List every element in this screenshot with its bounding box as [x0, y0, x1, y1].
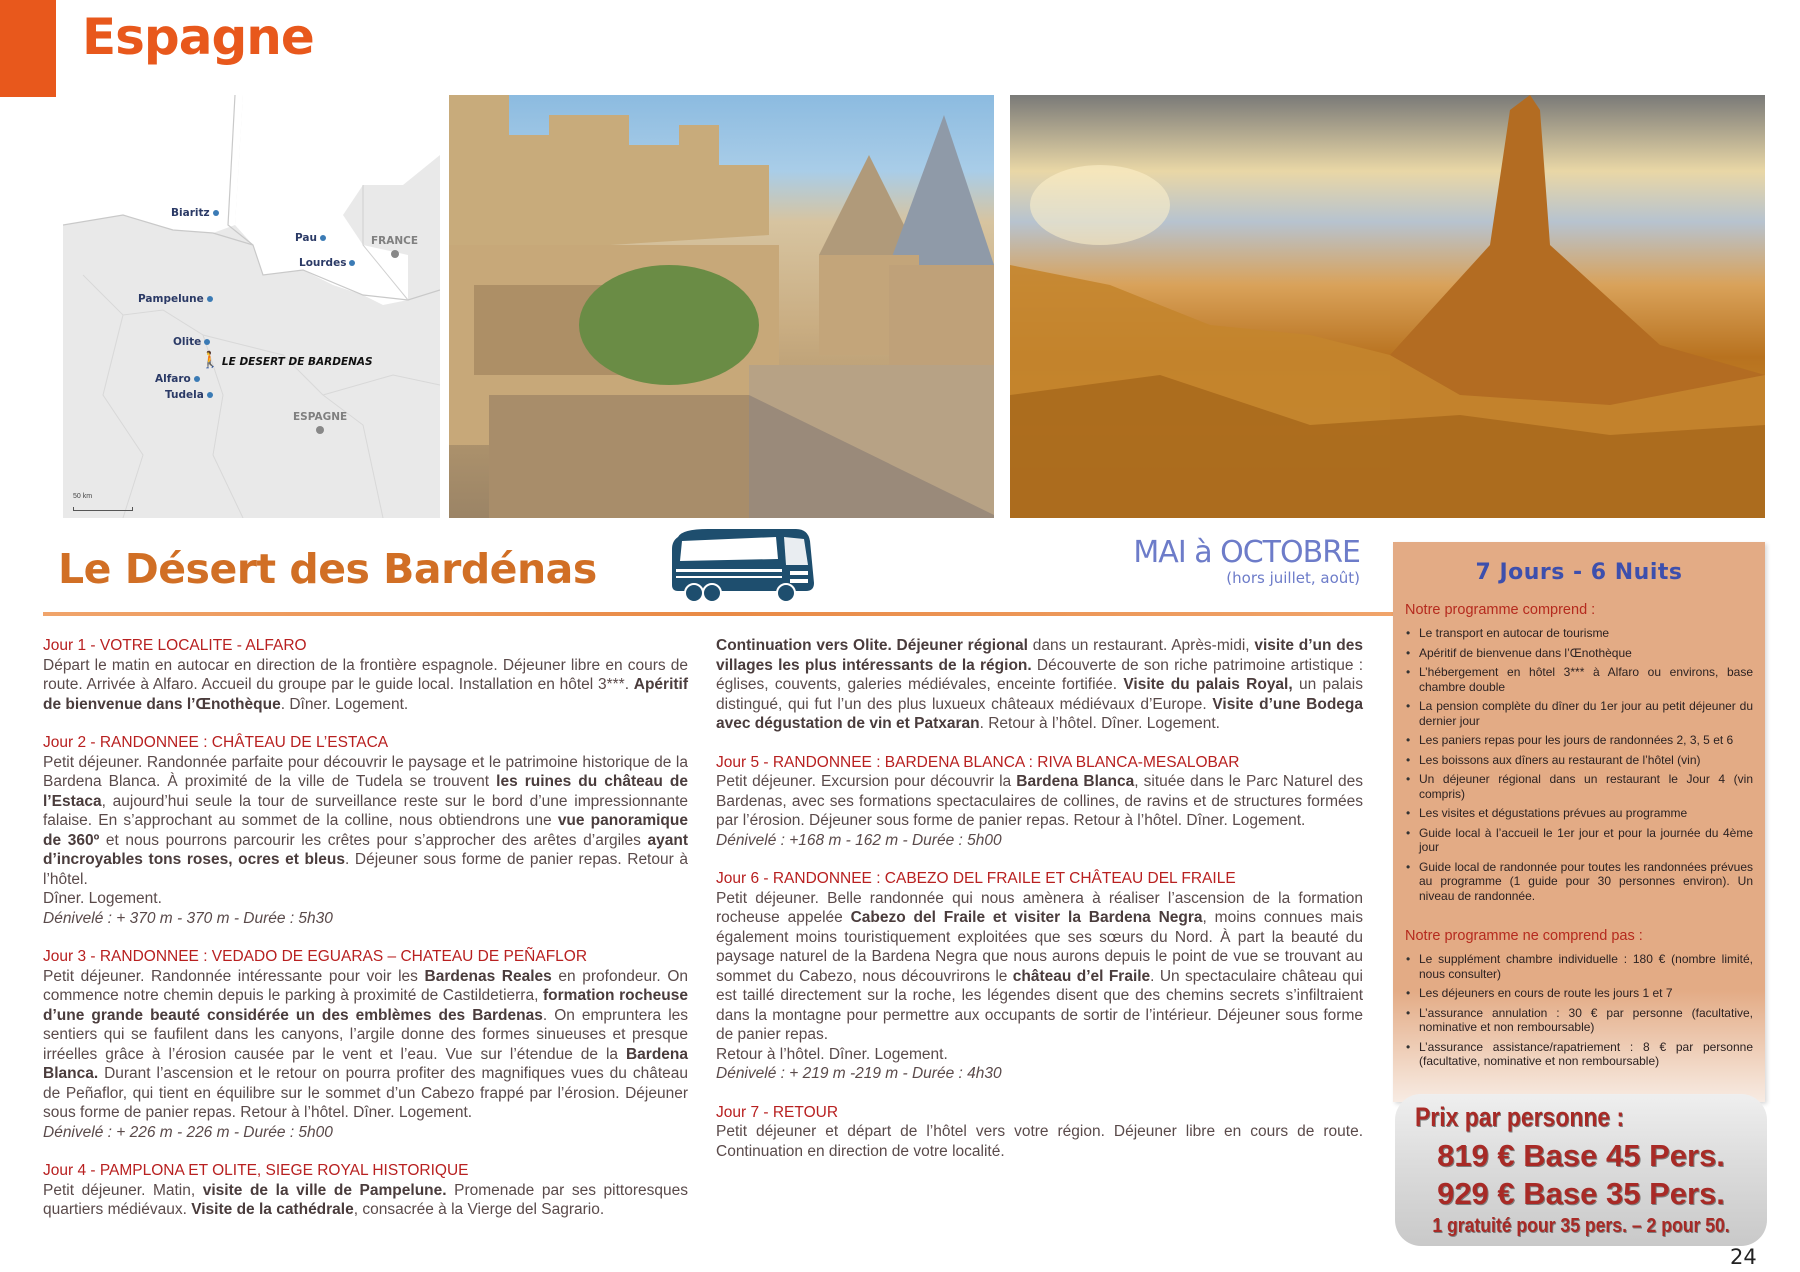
day-title: Jour 2 - RANDONNEE : CHÂTEAU DE L’ESTACA: [43, 734, 389, 751]
title-divider: [43, 612, 1393, 616]
day-block: [716, 869, 1363, 1084]
excluded-list: [1405, 952, 1753, 1069]
day-description: Continuation vers Olite. Déjeuner régional dans un restaurant. Après-midi, visite d’un des villages les plus intéressants de la région. Découverte de son riche patrimoine artistique : églises, couvents, galeries médiévales, enceinte fortifiée. Visite du palais Royal, un palais distingué, qui fut l’un des plus luxueux châteaux médiévaux d’Europe. Visite d’une Bodega avec dégustation de vin et Patxaran. Retour à l’hôtel. Dîner. Logement.: [716, 637, 1364, 732]
day-description: Petit déjeuner et départ de l’hôtel vers votre région. Déjeuner libre en cours de route. Continuation en direction de votre localité.: [716, 1123, 1363, 1160]
price-base-35: 929 € Base 35 Pers.: [1437, 1176, 1725, 1211]
map-city-pampelune: Pampelune: [138, 293, 213, 305]
included-section: [1405, 602, 1753, 908]
program-sidebar: [1393, 542, 1765, 1102]
castle-illustration: [449, 95, 994, 518]
price-base-45: 819 € Base 45 Pers.: [1437, 1138, 1725, 1173]
map-highlight-destination: 🚶 LE DESERT DE BARDENAS: [200, 350, 373, 369]
day-description: Petit déjeuner. Excursion pour découvrir la Bardena Blanca, située dans le Parc Naturel des Bardenas, avec ses formations spectaculaires de collines, de ravins et de structures formées par l’érosion. Déjeuner sous forme de panier repas. Retour à l’hôtel. Dîner. Logement.: [716, 773, 1363, 829]
day-block: [716, 753, 1363, 851]
day-description: Petit déjeuner. Matin, visite de la ville de Pampelune. Promenade par ses pittoresques quartiers médiévaux. Visite de la cathédrale, consacrée à la Vierge del Sagrario.: [43, 1181, 688, 1218]
day-elevation-duration: Dénivelé : + 226 m - 226 m - Durée : 5h00: [43, 1123, 333, 1141]
map-city-olite: Olite: [173, 336, 210, 348]
day-description: Petit déjeuner. Randonnée parfaite pour découvrir le paysage et le patrimoine historique de la Bardena Blanca. À proximité de la ville de Tudela se trouvent les ruines du château de l’Estaca, aujourd’hui seule la tour de surveillance reste sur le bord d’une impressionnante falaise. En s’approchant au sommet de la colline, nous obtiendrons une vue panoramique de 360º et nous pourrons parcourir les crêtes pour s’approcher des arêtes d’argiles ayant d’incroyables tons roses, ocres et bleus. Déjeuner sous forme de panier repas. Retour à l’hôtel. Dîner. Logement.: [43, 753, 689, 907]
price-box: [1395, 1094, 1767, 1246]
day-title: Jour 4 - PAMPLONA ET OLITE, SIEGE ROYAL HISTORIQUE: [43, 1162, 469, 1179]
program-list-item: • L’hébergement en hôtel 3*** à Alfaro ou environs, base chambre double: [1405, 665, 1753, 694]
program-list-item: • Les boissons aux dîners au restaurant de l’hôtel (vin): [1405, 753, 1753, 768]
itinerary-column-left: [43, 636, 688, 1239]
region-map: [63, 95, 440, 518]
day-description: Petit déjeuner. Belle randonnée qui nous amènera à réaliser l’ascension de la formation rocheuse appelée Cabezo del Fraile et visiter la Bardena Negra, moins connues mais également moins touristiquement exploitées que ses sœurs du Nord. À part la beauté du paysage naturel de la Bardena Negra que nous aurons depuis le point de vue se trouvant au sommet du Cabezo, nous découvrirons le château d’el Fraile. Un spectaculaire château qui est taillé directement sur la roche, les légendes disent que des chemins secrets s’infiltraient dans la montagne pour permettre aux occupants de sortir de l’intérieur. Déjeuner sous forme de panier repas. Retour à l’hôtel. Dîner. Logement.: [716, 889, 1363, 1063]
header-color-block: [0, 0, 56, 97]
map-city-alfaro: Alfaro: [155, 373, 200, 385]
free-places-note: 1 gratuité pour 35 pers. – 2 pour 50.: [1432, 1215, 1730, 1237]
map-country-espagne: ESPAGNE: [293, 411, 347, 435]
season-exclusions: (hors juillet, août): [1226, 569, 1360, 587]
season-months: MAI à OCTOBRE: [1133, 535, 1360, 570]
map-city-lourdes: Lourdes: [299, 257, 355, 269]
program-list-item: • L’assurance assistance/rapatriement : 8 € par personne (facultative, nominative et non remboursable): [1405, 1040, 1753, 1069]
day-description: Petit déjeuner. Randonnée intéressante pour voir les Bardenas Reales en profondeur. On commence notre chemin depuis le parking à proximité de Castildetierra, formation rocheuse d’une grande beauté considérée un des emblèmes des Bardenas. On empruntera les sentiers qui se faufilent dans les canyons, l’argile donne des formes sinueuses et presque irréelles grâce à l’érosion causée par le vent et l’eau. Vue sur l’étendue de la Bardena Blanca. Durant l’ascension et le retour on pourra profiter des magnifiques vues du château de Peñaflor, qui tient en équilibre sur le sommet d’un Cabezo frappé par l’érosion. Déjeuner sous forme de panier repas. Retour à l’hôtel. Dîner. Logement.: [43, 967, 689, 1121]
program-list-item: • Les visites et dégustations prévues au programme: [1405, 806, 1753, 821]
photo-bardenas-desert: [1010, 95, 1765, 518]
page-number: 24: [1730, 1245, 1757, 1269]
program-list-item: • La pension complète du dîner du 1er jour au petit déjeuner du dernier jour: [1405, 699, 1753, 728]
itinerary-column-middle: [716, 636, 1363, 1180]
day-elevation-duration: Dénivelé : + 370 m - 370 m - Durée : 5h30: [43, 909, 333, 927]
day-block: [716, 636, 1363, 734]
day-description: Départ le matin en autocar en direction de la frontière espagnole. Déjeuner libre en cours de route. Arrivée à Alfaro. Accueil du groupe par le guide local. Installation en hôtel 3***. Apéritif de bienvenue dans l’Œnothèque. Dîner. Logement.: [43, 656, 688, 713]
day-title: Jour 6 - RANDONNEE : CABEZO DEL FRAILE ET CHÂTEAU DEL FRAILE: [716, 870, 1236, 887]
trip-duration: 7 Jours - 6 Nuits: [1475, 560, 1683, 585]
included-title: Notre programme comprend :: [1405, 602, 1596, 618]
hiker-icon: 🚶: [200, 350, 220, 369]
day-title: Jour 7 - RETOUR: [716, 1103, 839, 1121]
map-scale-label: 50 km: [73, 493, 93, 500]
day-block: [43, 1161, 688, 1220]
price-label: Prix par personne :: [1415, 1102, 1625, 1132]
program-list-item: • Le supplément chambre individuelle : 180 € (nombre limité, nous consulter): [1405, 952, 1753, 981]
day-block: [43, 636, 688, 714]
map-scale-bar: [73, 507, 133, 511]
day-title: Jour 3 - RANDONNEE : VEDADO DE EGUARAS – CHATEAU DE PEÑAFLOR: [43, 948, 588, 965]
day-title: Jour 5 - RANDONNEE : BARDENA BLANCA : RIVA BLANCA-MESALOBAR: [716, 753, 1240, 771]
photo-olite-castle: [449, 95, 994, 518]
program-list-item: • Le transport en autocar de tourisme: [1405, 626, 1753, 641]
season-info: [1050, 536, 1360, 586]
program-list-item: • L’assurance annulation : 30 € par personne (facultative, nominative et non remboursable): [1405, 1006, 1753, 1035]
excluded-section: [1405, 928, 1753, 1074]
map-borders: [63, 95, 440, 518]
day-elevation-duration: Dénivelé : + 219 m -219 m - Durée : 4h30: [716, 1065, 1002, 1082]
program-list-item: • Les paniers repas pour les jours de randonnées 2, 3, 5 et 6: [1405, 733, 1753, 748]
program-list-item: • Apéritif de bienvenue dans l’Œnothèque: [1405, 646, 1753, 661]
excluded-title: Notre programme ne comprend pas :: [1405, 928, 1643, 944]
day-title: Jour 1 - VOTRE LOCALITE - ALFARO: [43, 637, 307, 654]
program-list-item: • Un déjeuner régional dans un restaurant le Jour 4 (vin compris): [1405, 772, 1753, 801]
tour-title: Le Désert des Bardénas: [58, 545, 597, 593]
included-list: [1405, 626, 1753, 903]
program-list-item: • Guide local à l’accueil le 1er jour et pour la journée du 4ème jour: [1405, 826, 1753, 855]
day-block: [716, 1103, 1363, 1162]
day-elevation-duration: Dénivelé : +168 m - 162 m - Durée : 5h00: [716, 831, 1002, 849]
country-title: Espagne: [82, 8, 314, 66]
day-block: [43, 733, 688, 928]
day-block: [43, 947, 688, 1142]
map-city-tudela: Tudela: [165, 389, 213, 401]
program-list-item: • Guide local de randonnée pour toutes les randonnées prévues au programme (1 guide pour 30 personnes environ). Un niveau de randonnée.: [1405, 860, 1753, 904]
map-city-pau: Pau: [295, 232, 326, 244]
map-country-france: FRANCE: [371, 235, 418, 259]
desert-illustration: [1010, 95, 1765, 518]
map-city-biaritz: Biaritz: [171, 207, 219, 219]
bus-icon: [668, 527, 816, 603]
program-list-item: • Les déjeuners en cours de route les jours 1 et 7: [1405, 986, 1753, 1001]
